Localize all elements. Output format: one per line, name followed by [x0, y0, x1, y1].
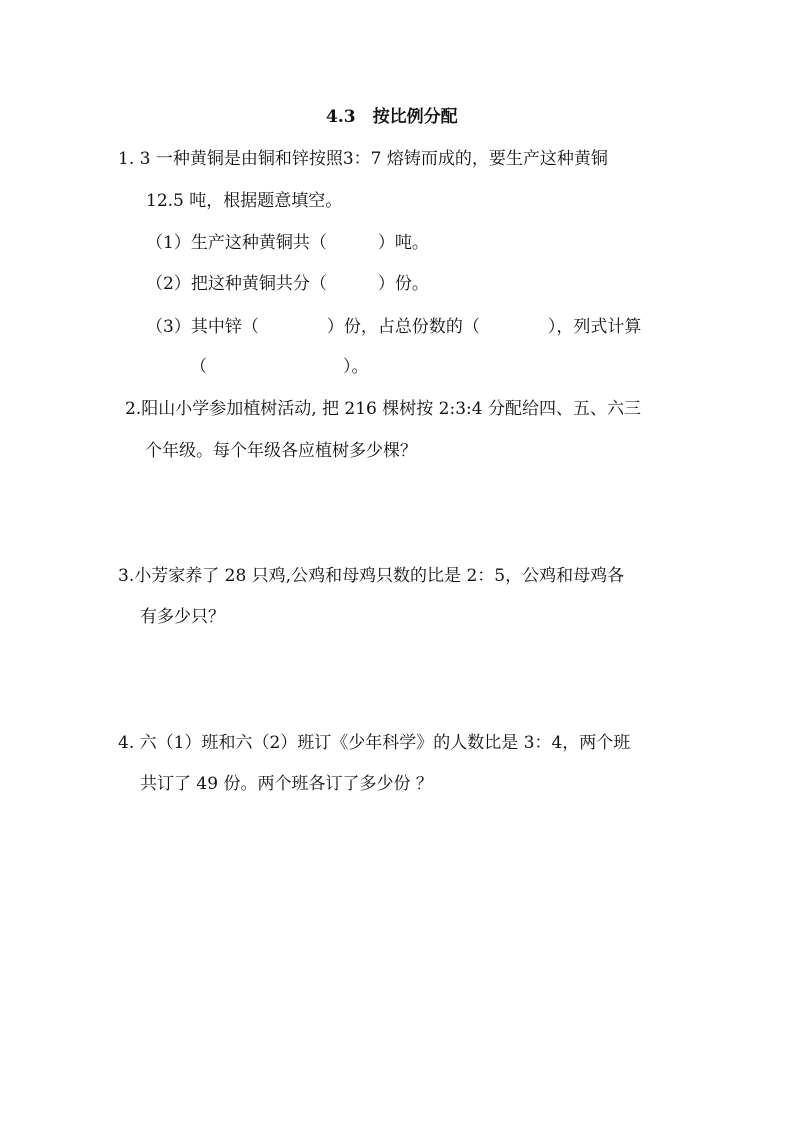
- page-title: 4.3 按比例分配: [326, 107, 458, 127]
- q3-line-2: 有多少只？: [140, 607, 225, 627]
- q1-sub-2: （2）把这种黄铜共分（ ）份。: [146, 274, 429, 294]
- q3-line-1: 3.小芳家养了 28 只鸡,公鸡和母鸡只数的比是 2：5，公鸡和母鸡各: [118, 566, 625, 586]
- q2-line-1: 2.阳山小学参加植树活动, 把 216 棵树按 2:3:4 分配给四、五、六三: [125, 399, 641, 419]
- q1-sub-1: （1）生产这种黄铜共（ ）吨。: [146, 233, 429, 253]
- q1-line-1: 1. 3 一种黄铜是由铜和锌按照3：7 熔铸而成的，要生产这种黄铜: [118, 149, 608, 169]
- q4-line-1: 4. 六（1）班和六（2）班订《少年科学》的人数比是 3：4，两个班: [118, 733, 631, 753]
- q1-line-2: 12.5 吨，根据题意填空。: [146, 191, 343, 211]
- q1-sub-3-formula: （ ）。: [190, 357, 369, 377]
- q4-line-2: 共订了 49 份。两个班各订了多少份 ？: [140, 774, 433, 794]
- q2-line-2: 个年级。每个年级各应植树多少棵？: [145, 441, 417, 461]
- q1-sub-3: （3）其中锌（ ）份，占总份数的（ ），列式计算: [146, 317, 642, 337]
